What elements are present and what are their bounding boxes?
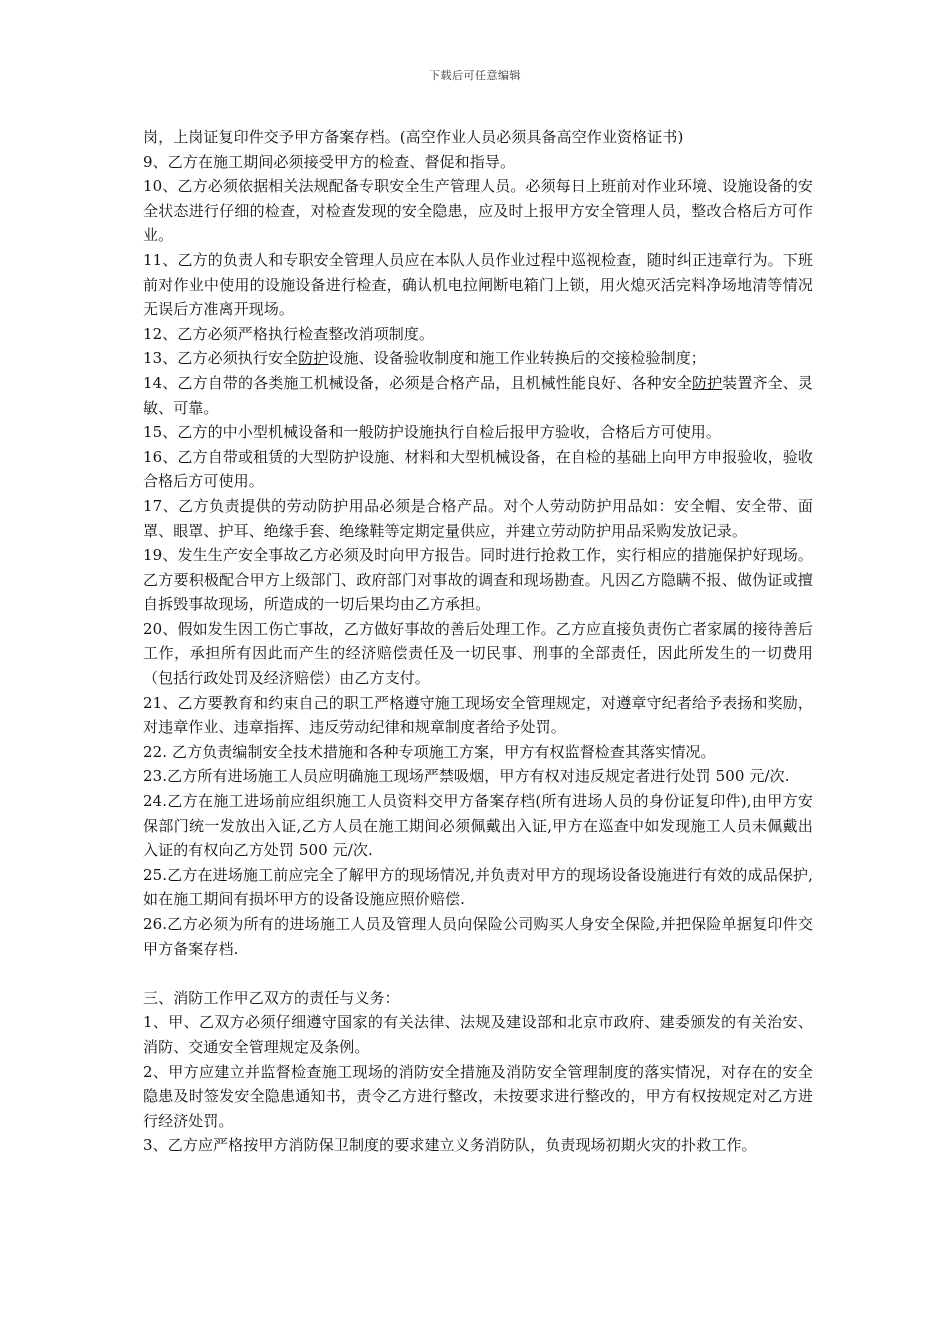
- section-3-item-3: 3、乙方应严格按甲方消防保卫制度的要求建立义务消防队，负责现场初期火灾的扑救工作。: [143, 1136, 757, 1155]
- clause-20: 20、假如发生因工伤亡事故，乙方做好事故的善后处理工作。乙方应直接负责伤亡者家属的接待善后工作，承担所有因此而产生的经济赔偿责任及一切民事、刑事的全部责任，因此所发生的一切费用（包括行政处罚及经济赔偿）由乙方支付。: [143, 619, 813, 688]
- clause-25: 25.乙方在进场施工前应完全了解甲方的现场情况,并负责对甲方的现场设备设施进行有效的成品保护,如在施工期间有损坏甲方的设备设施应照价赔偿.: [143, 865, 813, 909]
- clause-13-text-a: 13、乙方必须执行安全: [143, 349, 299, 368]
- paragraph-continuation: 岗，上岗证复印件交予甲方备案存档。(高空作业人员必须具备高空作业资格证书): [143, 128, 684, 146]
- section-3-heading: 三、消防工作甲乙双方的责任与义务：: [143, 988, 400, 1007]
- clause-23: 23.乙方所有进场施工人员应明确施工现场严禁吸烟，甲方有权对违反规定者进行处罚 500 元/次.: [143, 767, 790, 786]
- clause-13: [143, 346, 813, 371]
- clause-13-underlined: 防护: [298, 349, 329, 368]
- clause-21: 21、乙方要教育和约束自己的职工严格遵守施工现场安全管理规定，对遵章守纪者给予表扬和奖励，对违章作业、违章指挥、违反劳动纪律和规章制度者给予处罚。: [143, 693, 813, 737]
- section-3-item-1: 1、甲、乙双方必须仔细遵守国家的有关法律、法规及建设部和北京市政府、建委颁发的有关治安、消防、交通安全管理规定及条例。: [143, 1013, 813, 1056]
- clause-19: 19、发生生产安全事故乙方必须及时向甲方报告。同时进行抢救工作，实行相应的措施保护好现场。乙方要积极配合甲方上级部门、政府部门对事故的调查和现场勘查。凡因乙方隐瞒不报、做伪证或擅自拆毁事故现场，所造成的一切后果均由乙方承担。: [143, 546, 813, 614]
- clause-15: 15、乙方的中小型机械设备和一般防护设施执行自检后报甲方验收，合格后方可使用。: [143, 423, 721, 442]
- clause-14-text-b: 装置齐全、灵敏、可靠。: [143, 373, 813, 417]
- clause-24: 24.乙方在施工进场前应组织施工人员资料交甲方备案存档(所有进场人员的身份证复印件),由甲方安保部门统一发放出入证,乙方人员在施工期间必须佩戴出入证,甲方在巡查中如发现施工人员未佩戴出入证的有权向乙方处罚 500 元/次.: [143, 792, 813, 860]
- clause-22: 22. 乙方负责编制安全技术措施和各种专项施工方案，甲方有权监督检查其落实情况。: [143, 742, 716, 761]
- section-3-item-2: 2、甲方应建立并监督检查施工现场的消防安全措施及消防安全管理制度的落实情况，对存在的安全隐患及时签发安全隐患通知书，责令乙方进行整改，未按要求进行整改的，甲方有权按规定对乙方进行经济处罚。: [143, 1062, 813, 1130]
- clause-26: 26.乙方必须为所有的进场施工人员及管理人员向保险公司购买人身安全保险,并把保险单据复印件交甲方备案存档.: [143, 915, 813, 958]
- clause-10: 10、乙方必须依据相关法规配备专职安全生产管理人员。必须每日上班前对作业环境、设施设备的安全状态进行仔细的检查，对检查发现的安全隐患，应及时上报甲方安全管理人员，整改合格后方可作业。: [143, 177, 813, 245]
- blank-line: [143, 961, 813, 986]
- clause-11: 11、乙方的负责人和专职安全管理人员应在本队人员作业过程中巡视检查，随时纠正违章行为。下班前对作业中使用的设施设备进行检查，确认机电拉闸断电箱门上锁，用火熄灭活完料净场地清等情况无误后方准离开现场。: [143, 250, 813, 319]
- clause-14: [143, 371, 813, 420]
- clause-12: 12、乙方必须严格执行检查整改消项制度。: [143, 324, 435, 343]
- clause-17: 17、乙方负责提供的劳动防护用品必须是合格产品。对个人劳动防护用品如：安全帽、安全带、面罩、眼罩、护耳、绝缘手套、绝缘鞋等定期定量供应，并建立劳动防护用品采购发放记录。: [143, 496, 813, 540]
- document-body: [143, 125, 813, 1158]
- clause-16: 16、乙方自带或租赁的大型防护设施、材料和大型机械设备，在自检的基础上向甲方申报验收，验收合格后方可使用。: [143, 447, 813, 491]
- clause-14-text-a: 14、乙方自带的各类施工机械设备，必须是合格产品，且机械性能良好、各种安全: [143, 373, 692, 392]
- clause-9: 9、乙方在施工期间必须接受甲方的检查、督促和指导。: [143, 152, 516, 171]
- page-header: 下载后可任意编辑: [429, 69, 521, 82]
- clause-14-underlined: 防护: [691, 373, 723, 392]
- clause-13-text-b: 设施、设备验收制度和施工作业转换后的交接检验制度；: [328, 349, 706, 368]
